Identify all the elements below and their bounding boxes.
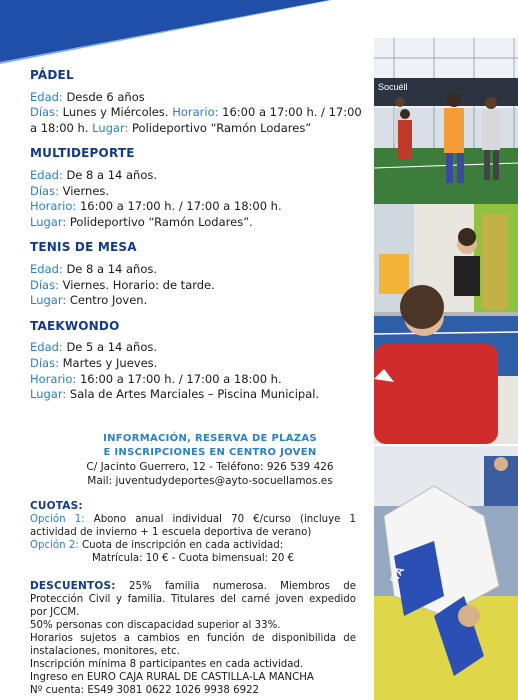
info-mail: Mail: juventudydeportes@ayto-socuellamos.es: [87, 475, 333, 487]
field-value: Viernes.: [62, 183, 110, 198]
section-title: MULTIDEPORTE: [30, 146, 135, 161]
field-label: Días:: [30, 183, 63, 198]
option-label: Opción 2:: [30, 540, 79, 551]
field-label: Horario:: [30, 199, 80, 214]
table-tennis-photo: [374, 204, 518, 444]
field-label: Días:: [30, 277, 63, 292]
info-address: C/ Jacinto Guerrero, 12 - Teléfono: 926 539 426: [86, 461, 334, 473]
field-label: Edad:: [30, 89, 67, 104]
descuentos-title: DESCUENTOS:: [30, 580, 116, 592]
field-value: De 5 a 14 años.: [66, 340, 158, 355]
info-block: [60, 432, 360, 488]
field-value: De 8 a 14 años.: [66, 261, 158, 276]
field-value: De 8 a 14 años.: [66, 167, 158, 182]
section-title: PÁDEL: [30, 68, 74, 82]
field-value: Centro Joven.: [69, 293, 148, 308]
field-value: Polideportivo “Ramón Lodares”: [132, 120, 312, 135]
option-detail: Matrícula: 10 € - Cuota bimensual: 20 €: [91, 553, 295, 564]
field-value: Lunes y Miércoles.: [62, 105, 173, 120]
field-value: Martes y Jueves.: [62, 355, 158, 370]
field-value: Desde 6 años: [66, 89, 145, 104]
descuentos-text: 25% familia numerosa. Miembros de Protección Civil y familia. Titulares del carné joven expedido por JCCM.: [30, 581, 356, 618]
field-value: Sala de Artes Marciales – Piscina Municipal.: [69, 387, 320, 402]
descuentos-block: [30, 580, 356, 697]
padel-photo: [374, 38, 518, 204]
cuotas-block: [30, 500, 356, 565]
field-label: Edad:: [30, 340, 67, 355]
info-heading: E INSCRIPCIONES EN CENTRO JOVEN: [103, 447, 317, 458]
info-heading: INFORMACIÓN, RESERVA DE PLAZAS: [103, 433, 317, 444]
field-label: Edad:: [30, 261, 67, 276]
field-label: Lugar:: [30, 293, 70, 308]
descuentos-text: Horarios sujetos a cambios en función de disponibilida de instalaciones, monitores, etc.: [30, 633, 356, 657]
option-text: Abono anual individual 70 €/curso (incluye 1 actividad de invierno + 1 escuela deportiva de verano): [30, 514, 356, 538]
descuentos-text: Ingreso en EURO CAJA RURAL DE CASTILLA-LA MANCHA: [30, 672, 314, 683]
section-multideporte: [30, 146, 368, 230]
cuotas-title: CUOTAS:: [30, 500, 83, 512]
activities: [30, 68, 368, 413]
descuentos-text: Inscripción mínima 8 participantes en cada actividad.: [30, 659, 304, 670]
judo-photo: [374, 446, 518, 700]
field-value: Viernes. Horario: de tarde.: [62, 277, 215, 292]
section-tenis-de-mesa: [30, 240, 368, 308]
field-label: Horario:: [30, 371, 80, 386]
field-value: 16:00 a 17:00 h. / 17:00 a 18:00 h.: [79, 199, 282, 214]
judo-gi-text: ITA: [388, 564, 408, 586]
field-label: Días:: [30, 105, 63, 120]
field-label: Lugar:: [30, 387, 70, 402]
field-label: Edad:: [30, 167, 67, 182]
field-label: Horario:: [172, 105, 223, 120]
padel-sign: Socuéll: [378, 82, 408, 92]
section-taekwondo: [30, 319, 368, 403]
section-title: TENIS DE MESA: [30, 240, 137, 255]
option-label: Opción 1:: [30, 514, 85, 525]
descuentos-text: 50% personas con discapacidad superior al 33%.: [30, 620, 281, 631]
option-text: Cuota de inscripción en cada actividad:: [78, 540, 284, 551]
field-label: Lugar:: [30, 214, 70, 229]
descuentos-text: Nº cuenta: ES49 3081 0622 1026 9938 6922: [30, 685, 260, 696]
field-label: Días:: [30, 355, 63, 370]
field-value: 16:00 a 17:00 h. / 17:00 a 18:00 h.: [79, 371, 282, 386]
section-title: TAEKWONDO: [30, 318, 120, 333]
field-value: a 18:00 h.: [30, 120, 93, 135]
field-value: 16:00 a 17:00 h. / 17:00: [222, 105, 362, 120]
field-label: Lugar:: [92, 120, 133, 135]
field-value: Polideportivo “Ramón Lodares”.: [69, 214, 253, 229]
section-padel: [30, 68, 368, 136]
